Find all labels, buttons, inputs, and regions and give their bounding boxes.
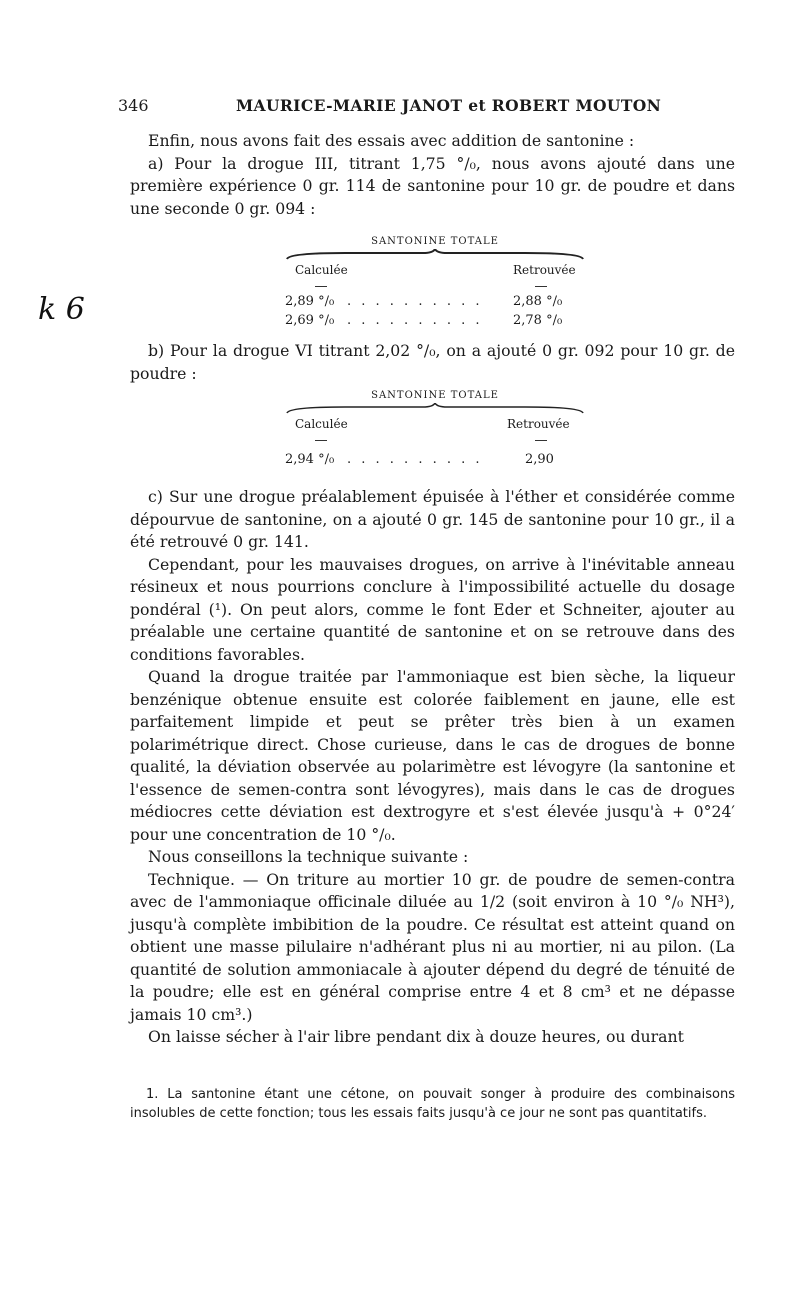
paragraphs-c: [130, 486, 735, 1049]
paragraph: Cependant, pour les mauvaises drogues, on arrive à l'inévitable anneau résineux et nous pourrions conclure à l'impossibilité actuelle du dosage pondéral (¹). On peut alors, comme le font Eder et Schneiter, ajouter au préalable une certaine quantité de santonine et on se retrouve dans des conditions favorables.: [130, 554, 735, 664]
paragraph: c) Sur une drogue préalablement épuisée à l'éther et considérée comme dépourvue de santonine, on a ajouté 0 gr. 145 de santonine pour 10 gr., il a été retrouvé 0 gr. 141.: [130, 487, 735, 551]
found-value: 2,78 °/₀: [513, 313, 563, 328]
calc-value: 2,89 °/₀: [285, 294, 335, 309]
dash: [535, 440, 547, 441]
leader-dots: . . . . . . . . . .: [347, 452, 483, 467]
col-retrouvee: Retrouvée: [513, 263, 576, 277]
leader-dots: . . . . . . . . . .: [347, 294, 483, 309]
paragraph: b) Pour la drogue VI titrant 2,02 °/₀, on a ajouté 0 gr. 092 pour 10 gr. de poudre :: [130, 341, 735, 383]
dash: [535, 286, 547, 287]
leader-dots: . . . . . . . . . .: [347, 313, 483, 328]
paragraph: Quand la drogue traitée par l'ammoniaque est bien sèche, la liqueur benzénique obtenue ensuite est colorée faiblement en jaune, elle est parfaitement limpide et peut se prêter très bien à un examen polarimétrique direct. Chose curieuse, dans le cas de drogues de bonne qualité, la déviation observée au polarimètre est lévogyre (la santonine et l'essence de semen-contra sont lévogyres), mais dans le cas de drogues médiocres cette déviation est dextrogyre et s'est élevée jusqu'à + 0°24′ pour une concentration de 10 °/₀.: [130, 667, 735, 844]
found-value: 2,90: [525, 452, 554, 467]
footnote: [130, 1085, 735, 1123]
footnote-text: 1. La santonine étant une cétone, on pouvait songer à produire des combinaisons insolubles de cette fonction; tous les essais faits jusqu'à ce jour ne sont pas quantitatifs.: [130, 1087, 735, 1121]
paragraph: a) Pour la drogue III, titrant 1,75 °/₀, nous avons ajouté dans une première expérience 0 gr. 114 de santonine pour 10 gr. de poudre et dans une seconde 0 gr. 094 :: [130, 153, 735, 218]
running-head: MAURICE-MARIE JANOT et ROBERT MOUTON: [236, 96, 662, 115]
handwritten-margin-note: k 6: [38, 292, 85, 327]
paragraph-b: [130, 340, 735, 385]
dash: [315, 440, 327, 441]
paragraph: Enfin, nous avons fait des essais avec addition de santonine :: [148, 131, 635, 150]
paragraph: Nous conseillons la technique suivante :: [148, 847, 469, 866]
page-header: [118, 96, 738, 118]
found-value: 2,88 °/₀: [513, 294, 563, 309]
col-calculee: Calculée: [295, 263, 348, 277]
calc-value: 2,94 °/₀: [285, 452, 335, 467]
paragraph: Technique. — On triture au mortier 10 gr. de poudre de semen-contra avec de l'ammoniaque officinale diluée au 1/2 (soit environ à 10 °/₀ NH³), jusqu'à complète imbibition de la poudre. Ce résultat est atteint quand on obtient une masse pilulaire n'adhérant plus ni au mortier, ni au pilon. (La quantité de solution ammoniacale à ajouter dépend du degré de ténuité de la poudre; elle est en général comprise entre 4 et 8 cm³ et ne dépasse jamais 10 cm³.): [130, 869, 735, 1024]
page-number: 346: [118, 96, 149, 115]
table-title: SANTONINE TOTALE: [371, 236, 499, 247]
col-calculee: Calculée: [295, 417, 348, 431]
brace-icon: [285, 249, 585, 261]
paragraphs-a: [130, 130, 735, 220]
table-title: SANTONINE TOTALE: [371, 390, 499, 401]
brace-icon: [285, 403, 585, 415]
santonine-table-2: [285, 390, 585, 470]
col-retrouvee: Retrouvée: [507, 417, 570, 431]
calc-value: 2,69 °/₀: [285, 313, 335, 328]
dash: [315, 286, 327, 287]
paragraph: On laisse sécher à l'air libre pendant dix à douze heures, ou durant: [148, 1027, 684, 1046]
santonine-table-1: [285, 236, 585, 336]
